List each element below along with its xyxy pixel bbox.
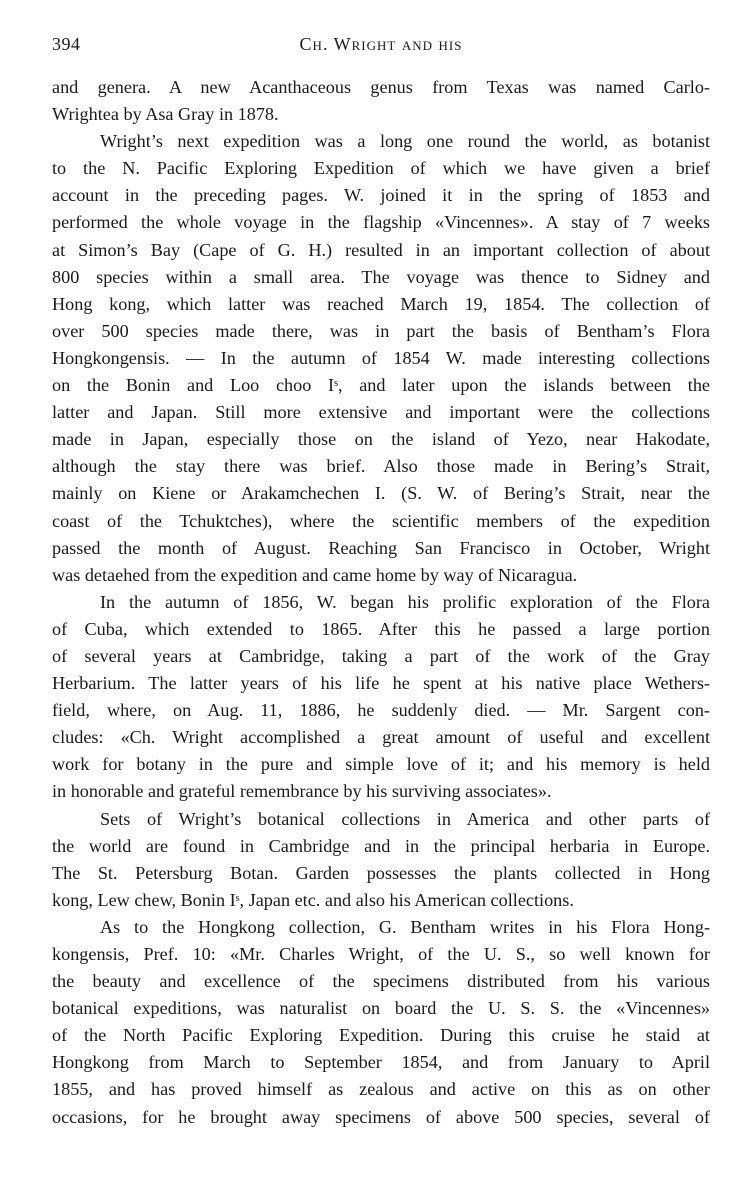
text-line: The St. Petersburg Botan. Garden possesses the plants collected in Hong [52,862,710,883]
text-line: at Simon’s Bay (Cape of G. H.) resulted in an important collection of about [52,239,710,260]
paragraph [52,589,710,806]
text-line: performed the whole voyage in the flagship «Vincennes». A stay of 7 weeks [52,212,710,233]
body-text [52,74,710,1131]
text-line: field, where, on Aug. 11, 1886, he suddenly died. — Mr. Sargent con- [52,700,710,721]
text-line: 1855, and has proved himself as zealous and active on this as on other [52,1079,710,1100]
text-line: made in Japan, especially those on the island of Yezo, near Hakodate, [52,429,710,450]
text-line: Wrightea by Asa Gray in 1878. [52,104,279,125]
text-line: occasions, for he brought away specimens of above 500 species, several of [52,1106,710,1127]
text-line: kongensis, Pref. 10: «Mr. Charles Wright, of the U. S., so well known for [52,944,710,964]
text-line: In the autumn of 1856, W. began his prolific exploration of the Flora [100,591,710,612]
text-line: on the Bonin and Loo choo Iˢ, and later upon the islands between the [52,375,710,396]
document-page [52,30,710,1131]
text-line: of several years at Cambridge, taking a part of the work of the Gray [52,645,710,666]
running-head: Ch. Wright and his [299,34,463,54]
text-line: and genera. A new Acanthaceous genus from Texas was named Carlo- [52,77,710,97]
text-line: Hongkong from March to September 1854, and from January to April [52,1052,710,1073]
text-line: although the stay there was brief. Also those made in Bering’s Strait, [52,456,710,477]
text-line: latter and Japan. Still more extensive and important were the collections [52,402,710,423]
paragraph [52,128,710,589]
text-line: cludes: «Ch. Wright accomplished a great amount of useful and excellent [52,727,710,748]
text-line: 800 species within a small area. The voyage was thence to Sidney and [52,266,710,287]
text-line: account in the preceding pages. W. joined it in the spring of 1853 and [52,185,710,206]
text-line: kong, Lew chew, Bonin Iˢ, Japan etc. and also his American collections. [52,889,574,910]
text-line: coast of the Tchuktches), where the scientific members of the expedition [52,510,710,531]
text-line: Herbarium. The latter years of his life he spent at his native place Wethers- [52,673,710,694]
paragraph [52,914,710,1131]
text-line: Hongkongensis. — In the autumn of 1854 W. made interesting collections [52,347,710,368]
text-line: the beauty and excellence of the specimens distributed from his various [52,971,710,992]
text-line: in honorable and grateful remembrance by his surviving associates». [52,781,552,802]
text-line: over 500 species made there, was in part the basis of Bentham’s Flora [52,320,710,341]
text-line: Wright’s next expedition was a long one round the world, as botanist [100,131,710,152]
text-line: of the North Pacific Exploring Expedition. During this cruise he staid at [52,1025,710,1046]
text-line: Hong kong, which latter was reached March 19, 1854. The collection of [52,293,710,314]
paragraph [52,74,710,128]
text-line: passed the month of August. Reaching San Francisco in October, Wright [52,537,710,558]
page-number: 394 [52,34,81,54]
text-line: was detaehed from the expedition and came home by way of Nicaragua. [52,564,578,585]
text-line: As to the Hongkong collection, G. Bentham writes in his Flora Hong- [100,916,710,937]
text-line: mainly on Kiene or Arakamchechen I. (S. W. of Bering’s Strait, near the [52,483,710,504]
page-header [52,30,710,60]
text-line: the world are found in Cambridge and in the principal herbaria in Europe. [52,835,710,856]
text-line: botanical expeditions, was naturalist on board the U. S. S. the «Vincennes» [52,998,710,1019]
text-line: work for botany in the pure and simple love of it; and his memory is held [52,754,710,775]
paragraph [52,806,710,914]
text-line: of Cuba, which extended to 1865. After this he passed a large portion [52,618,710,639]
text-line: to the N. Pacific Exploring Expedition of which we have given a brief [52,158,710,179]
text-line: Sets of Wright’s botanical collections in America and other parts of [100,808,710,829]
